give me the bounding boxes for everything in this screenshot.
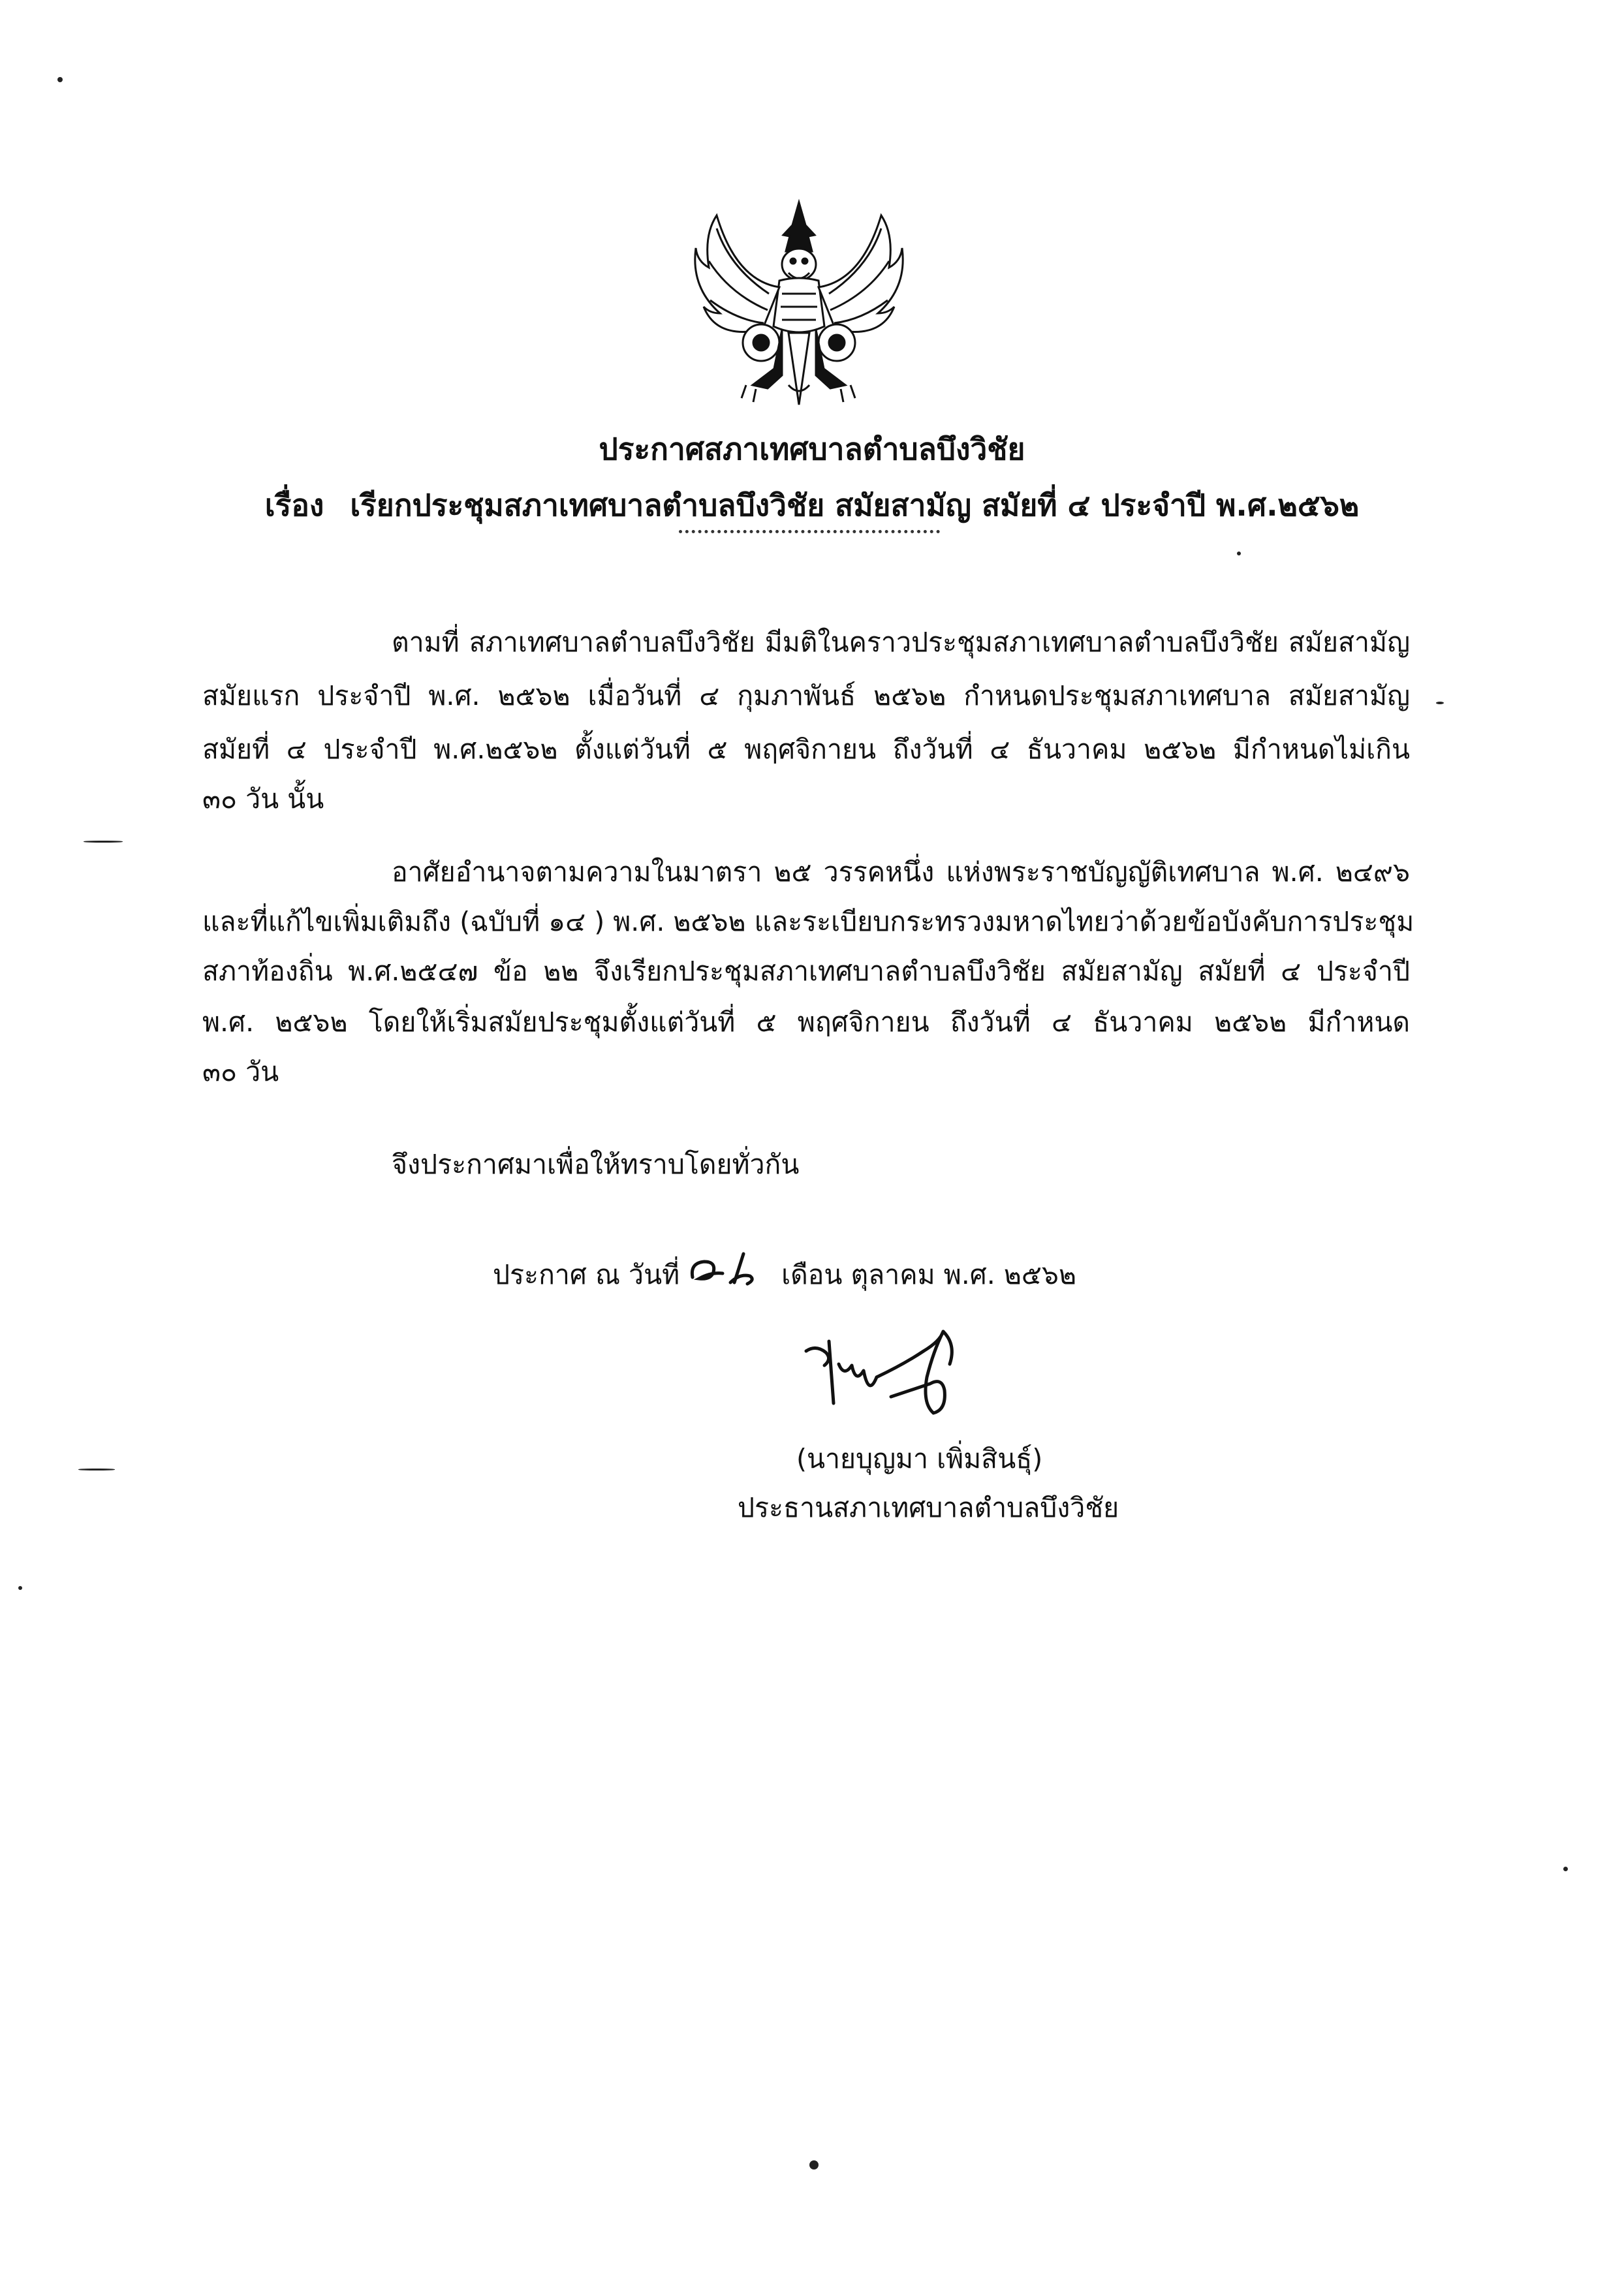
scan-speck — [84, 841, 123, 843]
paragraph1-line4: ๓๐ วัน นั้น — [202, 783, 324, 815]
scan-speck — [1563, 1867, 1568, 1871]
paragraph1-line2: สมัยแรก ประจำปี พ.ศ. ๒๕๖๒ เมื่อวันที่ ๔ กุมภาพันธ์ ๒๕๖๒ กำหนดประชุมสภาเทศบาล สมัยสามัญ — [202, 680, 1410, 711]
scan-speck — [809, 2160, 819, 2170]
scan-speck — [57, 77, 63, 82]
handwritten-day-icon — [685, 1250, 776, 1289]
paragraph1-line3: สมัยที่ ๔ ประจำปี พ.ศ.๒๕๖๒ ตั้งแต่วันที่ ๕ พฤศจิกายน ถึงวันที่ ๔ ธันวาคม ๒๕๖๒ มีกำหนดไม่เกิน — [202, 734, 1410, 765]
paragraph2-line4: พ.ศ. ๒๕๖๒ โดยให้เริ่มสมัยประชุมตั้งแต่วันที่ ๕ พฤศจิกายน ถึงวันที่ ๔ ธันวาคม ๒๕๖๒ มีกำหนด — [202, 1006, 1410, 1038]
closing-statement: จึงประกาศมาเพื่อให้ทราบโดยทั่วกัน — [392, 1149, 800, 1180]
announcement-date — [493, 1250, 1076, 1289]
paragraph2-line1: อาศัยอำนาจตามความในมาตรา ๒๕ วรรคหนึ่ง แห่งพระราชบัญญัติเทศบาล พ.ศ. ๒๔๙๖ — [392, 856, 1410, 888]
title-divider — [679, 530, 940, 533]
date-prefix: ประกาศ ณ วันที่ — [493, 1259, 680, 1290]
scan-speck — [78, 1469, 115, 1470]
handwritten-signature-icon — [793, 1325, 969, 1429]
paragraph2-line5: ๓๐ วัน — [202, 1056, 279, 1087]
paragraph2-line3: สภาท้องถิ่น พ.ศ.๒๕๔๗ ข้อ ๒๒ จึงเรียกประชุมสภาเทศบาลตำบลบึงวิชัย สมัยสามัญ สมัยที่ ๔ ประจำปี — [202, 956, 1410, 987]
signatory-name: (นายบุญมา เพิ่มสินธุ์) — [796, 1443, 1043, 1474]
subject-text: เรียกประชุมสภาเทศบาลตำบลบึงวิชัย สมัยสามัญ สมัยที่ ๔ ประจำปี พ.ศ.๒๕๖๒ — [350, 488, 1360, 523]
subject-label: เรื่อง — [264, 488, 324, 523]
scan-speck — [18, 1586, 22, 1590]
scan-speck — [1237, 552, 1241, 555]
paragraph1-line1: ตามที่ สภาเทศบาลตำบลบึงวิชัย มีมติในคราวประชุมสภาเทศบาลตำบลบึงวิชัย สมัยสามัญ — [392, 627, 1410, 658]
date-suffix: เดือน ตุลาคม พ.ศ. ๒๕๖๒ — [781, 1259, 1076, 1290]
announcement-subject — [0, 482, 1624, 529]
paragraph2-line2: และที่แก้ไขเพิ่มเติมถึง (ฉบับที่ ๑๔ ) พ.ศ. ๒๕๖๒ และระเบียบกระทรวงมหาดไทยว่าด้วยข้อบังคับการประชุม — [202, 906, 1414, 937]
garuda-emblem-icon — [691, 189, 907, 419]
scan-speck — [1436, 702, 1444, 704]
signatory-position: ประธานสภาเทศบาลตำบลบึงวิชัย — [738, 1492, 1119, 1523]
announcement-title: ประกาศสภาเทศบาลตำบลบึงวิชัย — [599, 431, 1025, 467]
